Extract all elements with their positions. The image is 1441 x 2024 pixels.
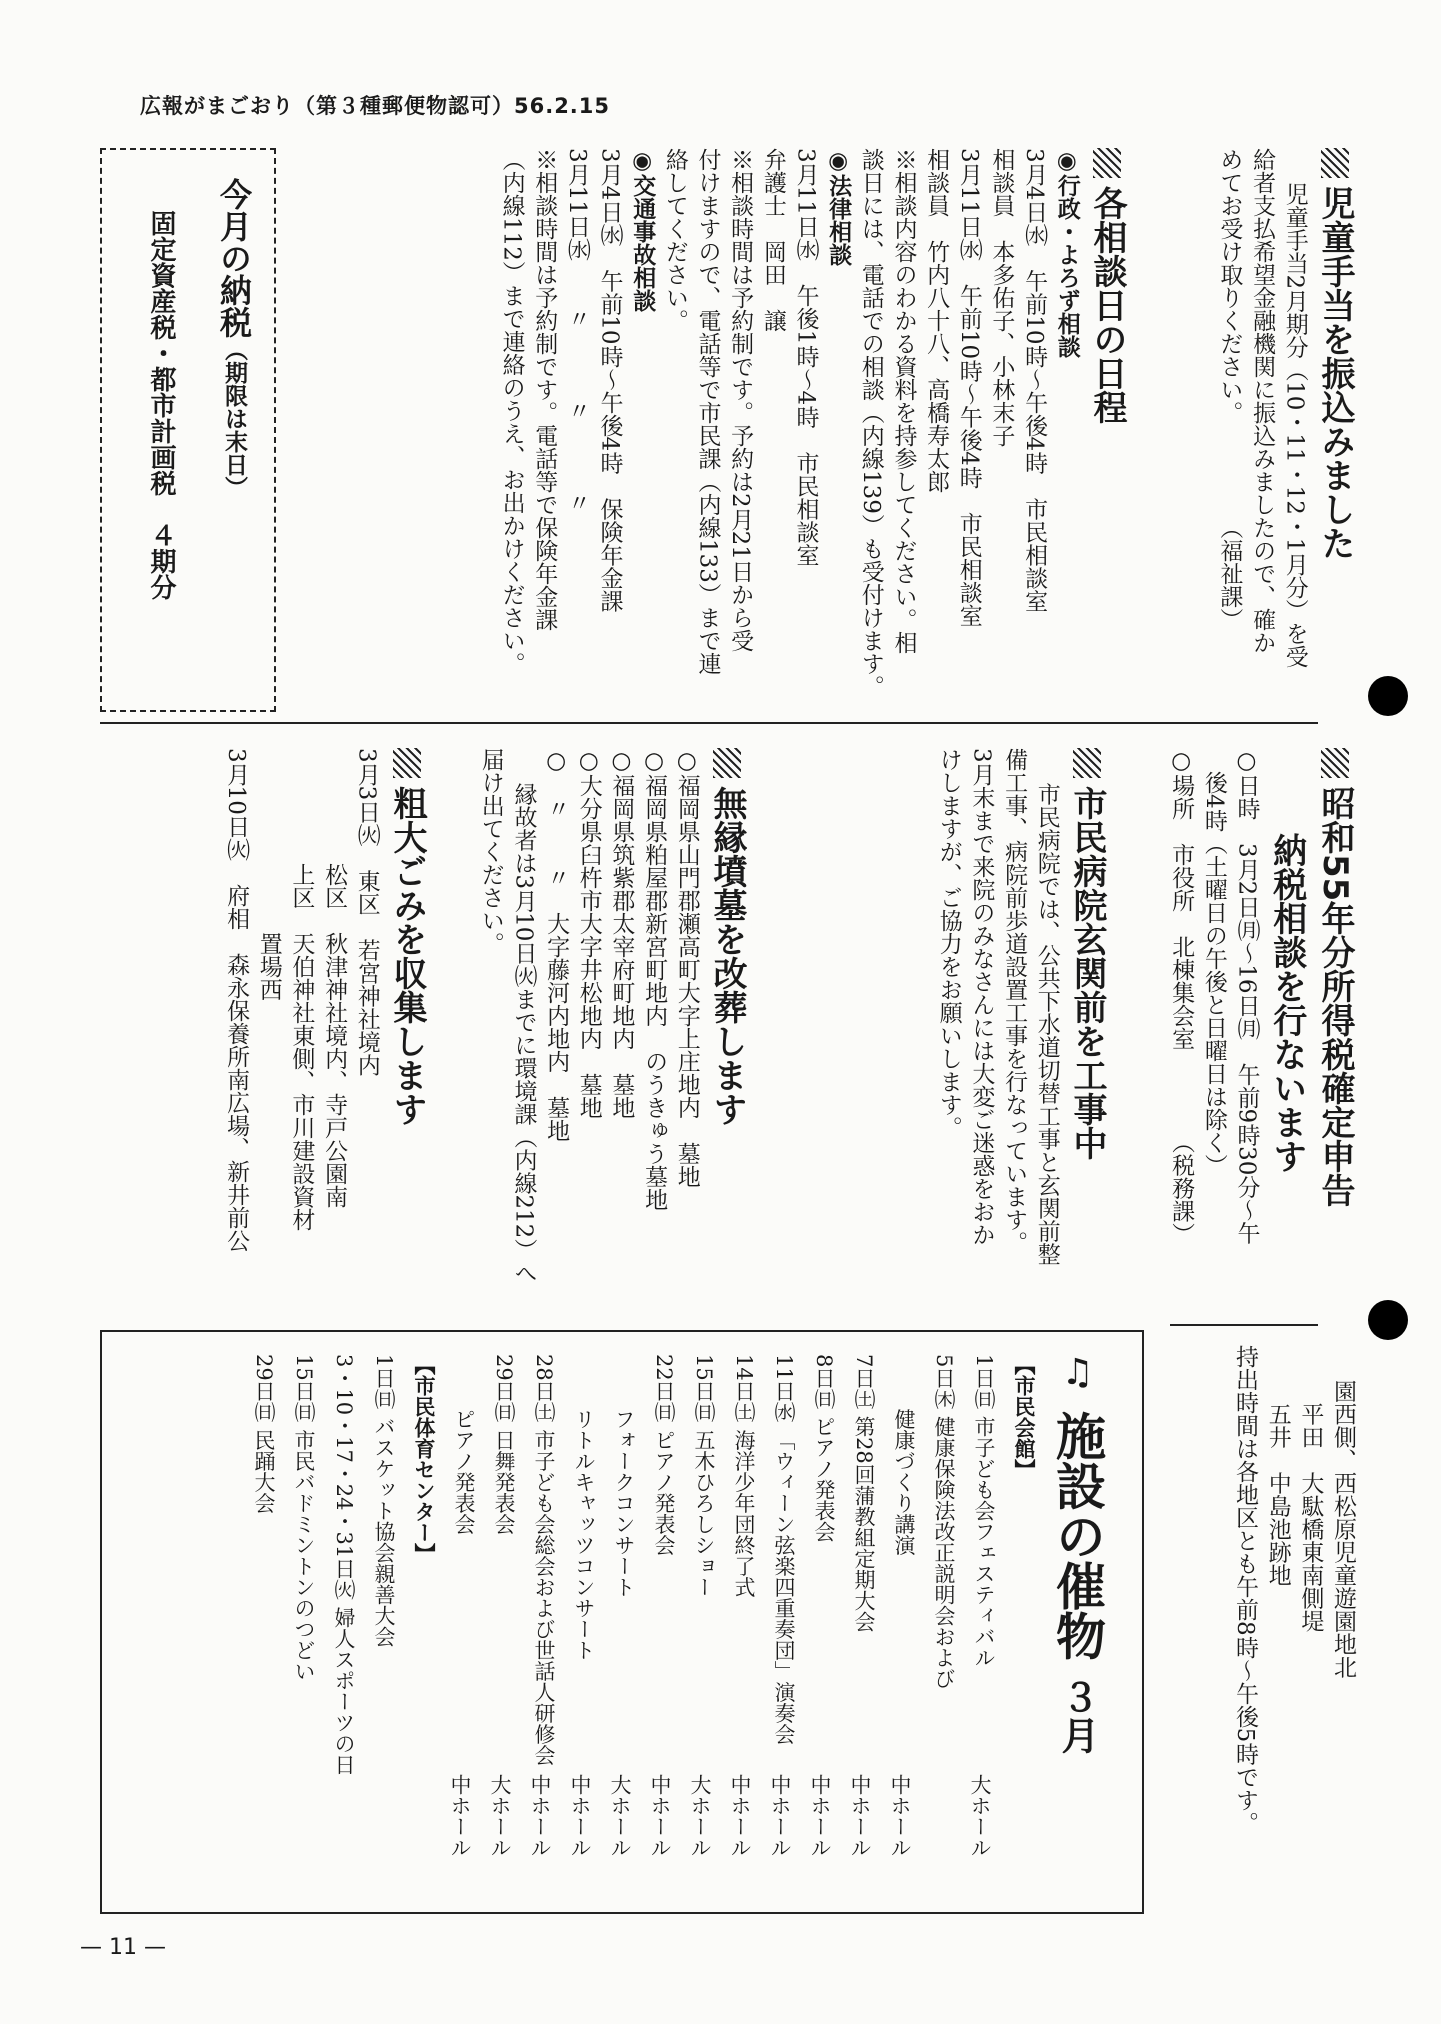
consultation-line: ※相談時間は予約制です。電話等で保険年金課: [531, 148, 558, 631]
gym-event-row: [274, 1354, 314, 1954]
consultation-line: 3月4日㈬ 午前10時～午後4時 保険年金課: [596, 148, 623, 613]
garbage-line: 上区 天伯神社東側、市川建設資材: [288, 748, 315, 1231]
consultation-line: 談日には、電話での相談（内線139）も受付けます。: [857, 148, 884, 698]
tax-box-title: 今月の納税: [215, 178, 253, 338]
event-row: [634, 1354, 674, 1954]
gym-event-row: [234, 1354, 274, 1954]
graves-line: 届け出てください。: [477, 748, 504, 955]
child-allowance-title: 児童手当を振込みました: [1315, 186, 1355, 560]
event-date: 1日㈰: [372, 1354, 396, 1410]
event-venue: 大ホール: [688, 1774, 712, 1858]
hatch-icon: [1321, 148, 1349, 178]
page-number: — 11 —: [80, 1935, 166, 1960]
garbage-cont-line: 平田 大駄橋東南側堤: [1297, 1402, 1324, 1633]
event-venue: 中ホール: [648, 1774, 672, 1858]
consultation-line: 相談員 本多佑子、小林末子: [988, 148, 1015, 447]
consultation-line: ※相談時間は予約制です。予約は2月21日から受: [727, 148, 754, 652]
event-venue: 中ホール: [448, 1774, 472, 1858]
event-row: [434, 1354, 474, 1954]
garbage-cont-line: 五井 中島池跡地: [1264, 1402, 1291, 1587]
tax-consultation-subtitle: 納税相談を行ないます: [1266, 833, 1307, 1173]
consultation-sub-legal: ◉法律相談: [825, 148, 852, 266]
consultation-line: 3月4日㈬ 午前10時～午後4時 市民相談室: [1021, 148, 1048, 613]
garbage-cont-line: 園西側、西松原児童遊園地北: [1330, 1379, 1356, 1679]
tax-consultation-line: ○場所 市役所 北棟集会室 （税務課）: [1168, 748, 1195, 1246]
event-row: [914, 1354, 954, 1954]
tax-box-title-block: [211, 178, 256, 499]
event-name: 五木ひろしショー: [692, 1429, 716, 1598]
event-row: [954, 1354, 994, 1954]
tax-consultation-article: [1165, 748, 1360, 1308]
hospital-line: 3月末まで来院のみなさんには大変ご迷惑をおか: [968, 748, 995, 1246]
event-venue: 大ホール: [488, 1774, 512, 1858]
event-venue: 大ホール: [608, 1774, 632, 1858]
gym-event-row: [354, 1354, 394, 1954]
event-venue: 中ホール: [808, 1774, 832, 1858]
garbage-line: 3月3日㈫ 東区 若宮神社境内: [353, 748, 380, 1077]
graves-line: ○ 〃 〃 大字藤河内地内 墓地: [543, 748, 570, 1142]
event-venue: 大ホール: [968, 1774, 992, 1858]
music-note-icon: ♫: [1057, 1352, 1098, 1393]
event-date: 1日㈰: [972, 1354, 996, 1410]
hospital-title: 市民病院玄関前を工事中: [1067, 786, 1107, 1160]
divider-middle: [1170, 1324, 1318, 1326]
tax-consultation-line: 後4時（土曜日の午後と日曜日は除く）: [1200, 748, 1227, 1177]
event-name: 民踊大会: [252, 1429, 276, 1514]
event-name: バスケット協会親善大会: [372, 1416, 396, 1648]
event-name: 婦人スポーツの日: [332, 1606, 356, 1775]
event-name: 市子ども会総会および世話人研修会: [532, 1429, 556, 1766]
hospital-line: 備工事、病院前歩道設置工事を行なっています。: [1001, 748, 1028, 1254]
gym-header-col: [394, 1354, 434, 1954]
event-row: [834, 1354, 874, 1954]
garbage-line: 置場西: [255, 748, 282, 1001]
event-name: ピアノ発表会: [652, 1429, 676, 1556]
event-name: リトルキャッツコンサート: [572, 1408, 596, 1661]
event-name: 第28回蒲教組定期大会: [852, 1416, 876, 1632]
event-row: [594, 1354, 634, 1954]
graves-title: 無縁墳墓を改葬します: [707, 786, 747, 1126]
hatch-icon: [393, 748, 421, 778]
consultation-article: [495, 148, 1131, 708]
child-allowance-line: 給者支払希望金融機関に振込みましたので、確か: [1249, 148, 1276, 654]
event-row: [794, 1354, 834, 1954]
event-venue: 中ホール: [528, 1774, 552, 1858]
consultation-line: 付けますので、電話等で市民課（内線133）まで連: [694, 148, 721, 675]
event-venue: 中ホール: [848, 1774, 872, 1858]
event-name: 健康づくり講演: [892, 1408, 916, 1556]
page-header: 広報がまごおり（第３種郵便物認可）56.2.15: [140, 94, 611, 118]
events-title: 施設の催物: [1048, 1410, 1106, 1661]
child-allowance-line: めてお受け取りください。 （福祉課）: [1216, 148, 1243, 631]
hall-header: 【市民会館】: [1012, 1354, 1036, 1480]
event-name: フォークコンサート: [612, 1408, 636, 1598]
child-allowance-article: [1213, 148, 1359, 708]
hatch-icon: [1321, 748, 1349, 778]
event-name: 健康保険法改正説明会および: [932, 1416, 956, 1690]
event-venue: 中ホール: [768, 1774, 792, 1858]
consultation-line: 絡してください。: [661, 148, 688, 332]
event-name: 海洋少年団終了式: [732, 1429, 756, 1598]
consultation-line: ※相談内容のわかる資料を持参してください。相: [890, 148, 917, 654]
tax-box-note: （期限は末日）: [221, 338, 247, 499]
event-date: 15日㈰: [292, 1354, 316, 1423]
consultation-line: 3月11日㈬ 〃 〃 〃: [563, 148, 590, 514]
hospital-line: けしますが、ご協力をお願いします。: [935, 748, 962, 1139]
binder-hole: [1368, 1300, 1408, 1340]
hall-header-col: [994, 1354, 1034, 1954]
event-date: 11日㈬: [772, 1354, 796, 1423]
event-date: 8日㈰: [812, 1354, 836, 1410]
tax-box: [100, 148, 276, 712]
event-date: 5日㈭: [932, 1354, 956, 1410]
hospital-article: [932, 748, 1111, 1308]
consultation-line: 3月11日㈬ 午後1時～4時 市民相談室: [792, 148, 819, 567]
event-row: [514, 1354, 554, 1954]
tax-consultation-title: 昭和55年分所得税確定申告: [1315, 786, 1355, 1208]
event-row: [714, 1354, 754, 1954]
event-venue: 中ホール: [728, 1774, 752, 1858]
garbage-line: 松区 秋津神社境内、寺戸公園南: [321, 748, 348, 1208]
graves-line: ○大分県臼杵市大字井松地内 墓地: [575, 748, 602, 1119]
event-name: ピアノ発表会: [452, 1408, 476, 1535]
event-date: 29日㈰: [492, 1354, 516, 1423]
event-row: [754, 1354, 794, 1954]
event-date: 3・10・17・24・31日㈫: [332, 1354, 356, 1601]
gym-header: 【市民体育センター】: [412, 1354, 436, 1564]
event-row: [474, 1354, 514, 1954]
consultation-line: 弁護士 岡田 譲: [759, 148, 786, 332]
consultation-sub-traffic: ◉交通事故相談: [629, 148, 656, 312]
event-date: 22日㈰: [652, 1354, 676, 1423]
graves-line: ○福岡県粕屋郡新宮町地内 のうきゅう墓地: [641, 748, 668, 1211]
garbage-cont-line: 持出時間は各地区とも午前8時～午後5時です。: [1232, 1345, 1259, 1835]
event-venue: 中ホール: [888, 1774, 912, 1858]
graves-line: ○福岡県筑紫郡太宰府町地内 墓地: [608, 748, 635, 1119]
tax-consultation-line: ○日時 3月2日㈪～16日㈪ 午前9時30分～午: [1233, 748, 1260, 1245]
event-name: 市民バドミントンのつどい: [292, 1429, 316, 1682]
consultation-title: 各相談日の日程: [1087, 186, 1127, 424]
garbage-title: 粗大ごみを収集します: [387, 786, 427, 1126]
consultation-line: 3月11日㈬ 午前10時～午後4時 市民相談室: [955, 148, 982, 627]
event-date: 29日㈰: [252, 1354, 276, 1423]
garbage-line: 3月10日㈫ 府相 森永保養所南広場、新井前公: [223, 748, 250, 1252]
hatch-icon: [713, 748, 741, 778]
event-row: [674, 1354, 714, 1954]
event-date: 7日㈯: [852, 1354, 876, 1410]
garbage-continued: [1228, 1345, 1359, 1905]
events-columns: [234, 1354, 1034, 1954]
divider-top: [100, 722, 1318, 724]
consultation-line: （内線112）まで連絡のうえ、お出かけください。: [498, 148, 525, 675]
tax-box-body: 固定資産税・都市計画税 ４期分: [146, 210, 176, 600]
graves-article: [474, 748, 751, 1308]
event-row: [874, 1354, 914, 1954]
child-allowance-line: 児童手当2月期分（10・11・12・1月分）を受: [1281, 182, 1308, 668]
event-date: 28日㈯: [532, 1354, 556, 1423]
event-date: 14日㈯: [732, 1354, 756, 1423]
event-name: 市子ども会フェスティバル: [972, 1416, 996, 1669]
consultation-sub-admin: ◉行政・よろず相談: [1053, 148, 1080, 358]
event-name: 「ウィーン弦楽四重奏団」演奏会: [772, 1429, 796, 1745]
graves-line: ○福岡県山門郡瀬高町大字上庄地内 墓地: [673, 748, 700, 1188]
event-name: ピアノ発表会: [812, 1416, 836, 1543]
hatch-icon: [1093, 148, 1121, 178]
hatch-icon: [1073, 748, 1101, 778]
events-box: [100, 1330, 1144, 1914]
consultation-line: 相談員 竹内八十八、高橋寿太郎: [923, 148, 950, 493]
event-date: 15日㈰: [692, 1354, 716, 1423]
events-month: ３月: [1055, 1677, 1099, 1754]
binder-hole: [1368, 676, 1408, 716]
hospital-line: 市民病院では、公共下水道切替工事と玄関前整: [1033, 782, 1060, 1266]
gym-event-row: [314, 1354, 354, 1954]
graves-line: 縁故者は3月10日㈫までに環境課（内線212）へ: [510, 782, 537, 1285]
event-venue: 中ホール: [568, 1774, 592, 1858]
event-name: 日舞発表会: [492, 1429, 516, 1535]
event-row: [554, 1354, 594, 1954]
garbage-article: [219, 748, 431, 1308]
events-title-block: [1041, 1352, 1112, 1754]
